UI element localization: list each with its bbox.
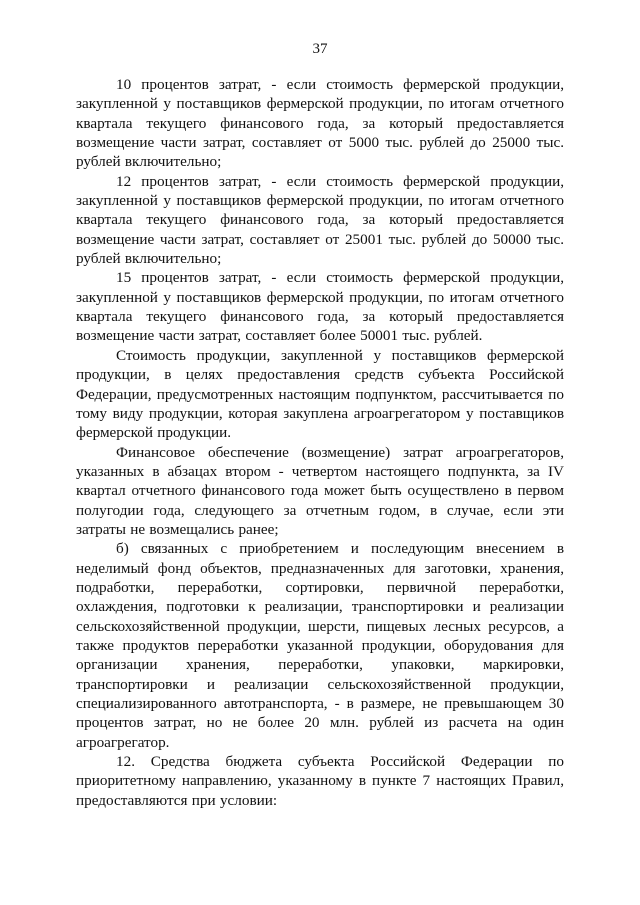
document-body [76, 75, 564, 810]
paragraph-subitem-b: б) связанных с приобретением и последующим внесением в неделимый фонд объектов, предназначенных для заготовки, хранения, подработки, переработки, сортировки, первичной переработки, охлаждения, подготовки к реализации, транспортировки и реализации сельскохозяйственной продукции, шерсти, пищевых лесных ресурсов, а также продуктов переработки указанной продукции, оборудования для организации хранения, переработки, упаковки, маркировки, транспортировки и реализации сельскохозяйственной продукции, специализированного автотранспорта, - в размере, не превышающем 30 процентов затрат, но не более 20 млн. рублей из расчета на один агроагрегатор. [76, 540, 564, 751]
page-number: 37 [312, 41, 328, 57]
paragraph-product-cost: Стоимость продукции, закупленной у поставщиков фермерской продукции, в целях предоставления средств субъекта Российской Федерации, предусмотренных настоящим подпунктом, рассчитывается по тому виду продукции, которая закуплена агроагрегатором у поставщиков фермерской продукции. [76, 346, 564, 442]
paragraph-10-percent: 10 процентов затрат, - если стоимость фермерской продукции, закупленной у поставщиков фермерской продукции, по итогам отчетного квартала текущего финансового года, за который предоставляется возмещение части затрат, составляет от 5000 тыс. рублей до 25000 тыс. рублей включительно; [76, 76, 564, 171]
paragraph-12-percent: 12 процентов затрат, - если стоимость фермерской продукции, закупленной у поставщиков фермерской продукции, по итогам отчетного квартала текущего финансового года, за который предоставляется возмещение части затрат, составляет от 25001 тыс. рублей до 50000 тыс. рублей включительно; [76, 172, 564, 268]
paragraph-15-percent: 15 процентов затрат, - если стоимость фермерской продукции, закупленной у поставщиков фермерской продукции, по итогам отчетного квартала текущего финансового года, за который предоставляется возмещение части затрат, составляет более 50001 тыс. рублей. [76, 269, 564, 345]
paragraph-item-12: 12. Средства бюджета субъекта Российской Федерации по приоритетному направлению, указанному в пункте 7 настоящих Правил, предоставляются при условии: [76, 753, 564, 809]
paragraph-financial-support: Финансовое обеспечение (возмещение) затрат агроагрегаторов, указанных в абзацах втором - четвертом настоящего подпункта, за IV квартал отчетного финансового года может быть осуществлено в первом полугодии года, следующего за отчетным годом, в случае, если эти затраты не возмещались ранее; [76, 443, 564, 538]
